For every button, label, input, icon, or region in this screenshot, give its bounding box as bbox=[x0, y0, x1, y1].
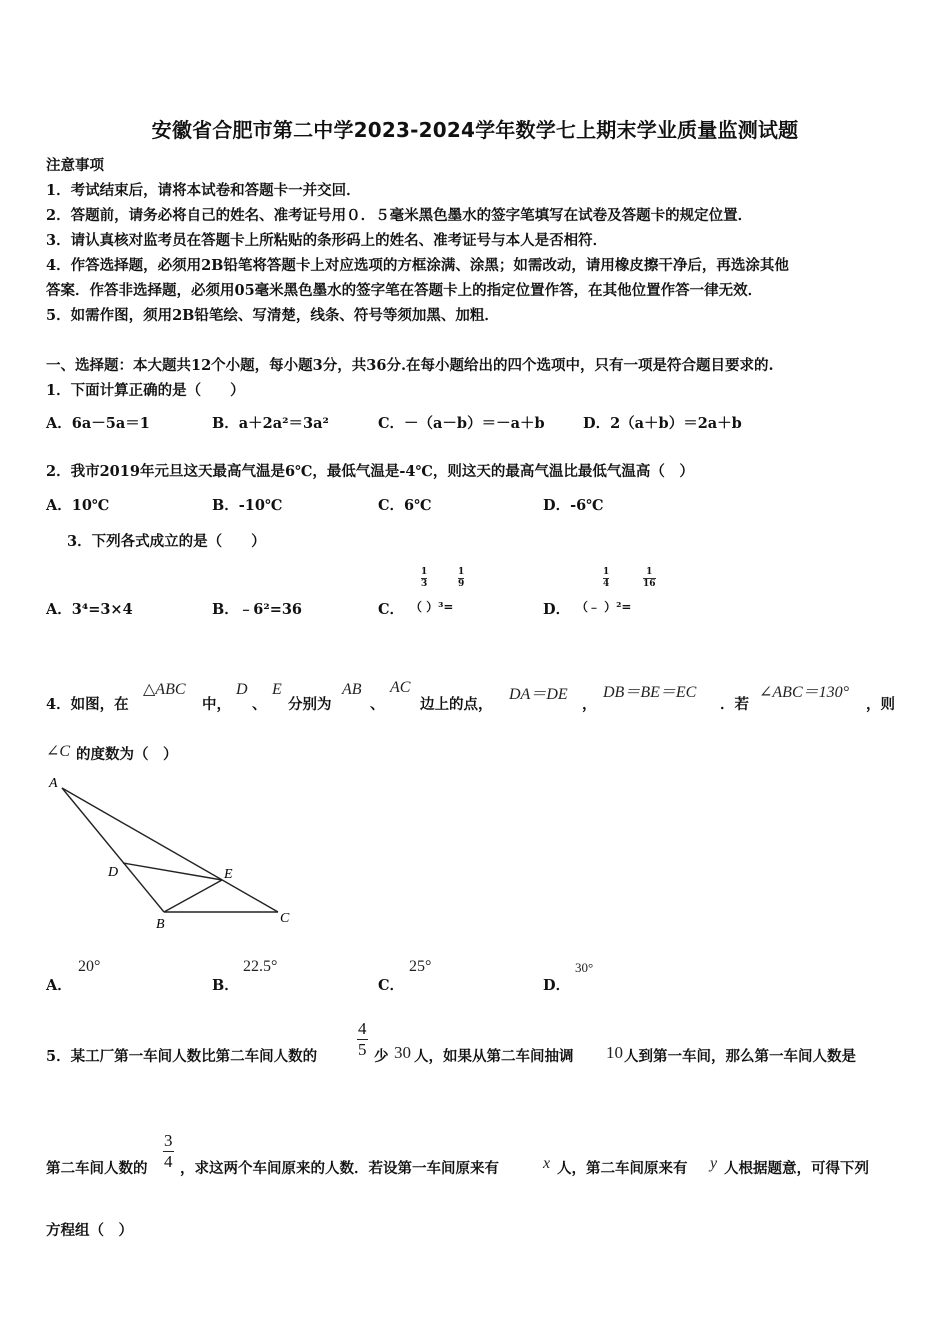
q5-variable-y: y bbox=[710, 1155, 718, 1172]
q4-angle-c: ∠C bbox=[46, 743, 71, 760]
q3-option-d-expr: （﹣ ）²= bbox=[576, 600, 632, 614]
q5-text-2: 少 bbox=[374, 1048, 389, 1065]
q4-option-d-label: D． bbox=[543, 977, 571, 994]
q5-text-4: 人到第一车间，那么第一车间人数是 bbox=[624, 1048, 856, 1065]
q3-d-fraction-2: $\frac{1}{16}$ bbox=[643, 567, 656, 589]
q5-text-7: 人，第二车间原来有 bbox=[557, 1160, 688, 1177]
q5-text-9: 方程组（ ） bbox=[46, 1222, 133, 1239]
q1-option-b: B．a＋2a²＝3a² bbox=[212, 415, 329, 432]
q3-option-b: B．﹣6²=36 bbox=[212, 601, 303, 618]
q4-text-line2: 的度数为（ ） bbox=[76, 746, 178, 763]
q3-c-fraction-1: $\frac{1}{3}$ bbox=[421, 567, 428, 589]
q4-point-d: D bbox=[236, 681, 248, 698]
label-a: A bbox=[49, 776, 58, 791]
notice-item: 1．考试结束后，请将本试卷和答题卡一并交回． bbox=[46, 182, 361, 199]
q4-option-d-value: 30° bbox=[575, 960, 594, 975]
q4-side-ab: AB bbox=[342, 681, 362, 698]
q5-fraction-three-quarters: $\frac{3}{4}$ bbox=[164, 1131, 173, 1171]
q5-text-5: 第二车间人数的 bbox=[46, 1160, 148, 1177]
q5-text-1: 5．某工厂第一车间人数比第二车间人数的 bbox=[46, 1048, 318, 1065]
page-title: 安徽省合肥市第二中学2023-2024学年数学七上期末学业质量监测试题 bbox=[151, 118, 799, 142]
q4-sep-2: 、 bbox=[370, 696, 385, 713]
q4-text-2: 中， bbox=[202, 696, 231, 713]
q3-option-c-label: C． bbox=[378, 601, 405, 618]
q5-text-6: ，求这两个车间原来的人数．若设第一车间原来有 bbox=[180, 1160, 499, 1177]
q2-option-a: A．10℃ bbox=[46, 497, 110, 514]
label-e: E bbox=[224, 867, 233, 882]
q5-text-8: 人根据题意，可得下列 bbox=[724, 1160, 869, 1177]
q4-option-a-label: A． bbox=[46, 977, 72, 994]
q3-c-fraction-2: $\frac{1}{9}$ bbox=[458, 567, 465, 589]
q5-text-3: 人，如果从第二车间抽调 bbox=[414, 1048, 574, 1065]
question-2-stem: 2．我市2019年元旦这天最高气温是6℃，最低气温是-4℃，则这天的最高气温比最低气温高（ ） bbox=[46, 463, 694, 480]
q5-number-30: 30 bbox=[394, 1043, 411, 1062]
q3-option-d-label: D． bbox=[543, 601, 571, 618]
q3-option-c-expr: （ ）³= bbox=[410, 600, 454, 614]
q4-sep-1: 、 bbox=[252, 696, 267, 713]
question-1-stem: 1．下面计算正确的是（ ） bbox=[46, 382, 245, 399]
q4-equation-1: DA＝DE bbox=[509, 686, 568, 703]
q3-option-a: A．3⁴=3×4 bbox=[46, 601, 133, 618]
label-d: D bbox=[108, 865, 119, 880]
q4-comma: ， bbox=[582, 696, 597, 713]
notice-item: 2．答题前，请务必将自己的姓名、准考证号用０．５毫米黑色墨水的签字笔填写在试卷及答题卡的规定位置． bbox=[46, 207, 753, 224]
notice-item: 答案．作答非选择题，必须用05毫米黑色墨水的签字笔在答题卡上的指定位置作答，在其他位置作答一律无效． bbox=[46, 282, 763, 299]
notice-heading: 注意事项 bbox=[46, 157, 104, 174]
notice-item: 3．请认真核对监考员在答题卡上所粘贴的条形码上的姓名、准考证号与本人是否相符． bbox=[46, 232, 608, 249]
q4-side-ac: AC bbox=[390, 679, 411, 696]
q5-fraction-four-fifths: $\frac{4}{5}$ bbox=[358, 1019, 367, 1059]
q4-text-4: 边上的点， bbox=[420, 696, 493, 713]
q4-point-e: E bbox=[272, 681, 282, 698]
question-3-stem: 3．下列各式成立的是（ ） bbox=[67, 533, 266, 550]
q4-text-5: ．若 bbox=[720, 696, 749, 713]
q3-d-fraction-1: $\frac{1}{4}$ bbox=[603, 567, 610, 589]
q4-option-c-label: C． bbox=[378, 977, 405, 994]
segment-ac bbox=[62, 788, 278, 912]
q5-number-10: 10 bbox=[606, 1043, 623, 1062]
q4-triangle: △ABC bbox=[143, 681, 186, 698]
q2-option-c: C．6℃ bbox=[378, 497, 432, 514]
triangle-diagram bbox=[44, 772, 304, 937]
q4-text-6: ，则 bbox=[866, 696, 895, 713]
q4-angle: ∠ABC＝130° bbox=[759, 684, 850, 701]
q4-text-1: 4．如图，在 bbox=[46, 696, 129, 713]
q4-equation-2: DB＝BE＝EC bbox=[603, 684, 697, 701]
segment-ab bbox=[62, 788, 164, 912]
q1-option-d: D．2（a＋b）＝2a＋b bbox=[583, 415, 742, 432]
section-heading: 一、选择题：本大题共12个小题，每小题3分，共36分.在每小题给出的四个选项中，只有一项是符合题目要求的. bbox=[46, 357, 774, 374]
label-c: C bbox=[280, 911, 290, 926]
q4-text-3: 分别为 bbox=[288, 696, 332, 713]
q1-option-c: C．－（a－b）＝－a＋b bbox=[378, 415, 545, 432]
q4-option-b-label: B． bbox=[212, 977, 239, 994]
notice-item: 5．如需作图，须用2B铅笔绘、写清楚，线条、符号等须加黑、加粗． bbox=[46, 307, 499, 324]
q2-option-d: D．-6℃ bbox=[543, 497, 604, 514]
notice-item: 4．作答选择题，必须用2B铅笔将答题卡上对应选项的方框涂满、涂黑；如需改动，请用橡皮擦干净后，再选涂其他 bbox=[46, 257, 789, 274]
label-b: B bbox=[156, 917, 165, 932]
q2-option-b: B．-10℃ bbox=[212, 497, 283, 514]
q1-option-a: A．6a－5a＝1 bbox=[46, 415, 150, 432]
q4-option-c-value: 25° bbox=[409, 958, 432, 975]
q4-option-b-value: 22.5° bbox=[243, 958, 278, 975]
q5-variable-x: x bbox=[543, 1155, 551, 1172]
segment-be bbox=[164, 880, 222, 912]
q4-option-a-value: 20° bbox=[78, 958, 101, 975]
